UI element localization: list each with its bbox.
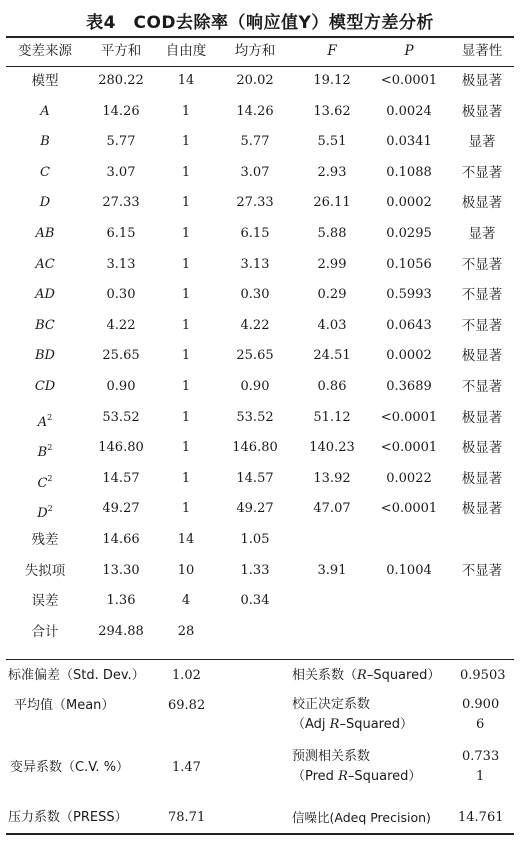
cell-f-value <box>298 588 366 614</box>
table-row <box>0 68 520 94</box>
cell-p-value <box>368 619 450 645</box>
cell-p-value: 0.1004 <box>386 562 432 578</box>
header-rule <box>6 66 514 67</box>
cell-degrees-of-freedom: 1 <box>181 134 191 150</box>
cell-sum-of-squares: 146.80 <box>98 440 144 456</box>
cell-p-value: 0.5993 <box>386 287 432 303</box>
adj-r-squared-label-symbol: R <box>329 717 340 732</box>
cell-p-value: 0.1088 <box>386 164 432 180</box>
std-dev-label: 标准偏差（Std. Dev.） <box>8 668 145 683</box>
cell-significance <box>450 527 514 553</box>
cell-degrees-of-freedom: 1 <box>181 287 191 303</box>
pred-r-squared-value-line1: 0.733 <box>462 749 500 764</box>
cell-degrees-of-freedom: 1 <box>181 317 191 333</box>
table-row <box>0 160 520 186</box>
r-squared-value: 0.9503 <box>460 668 506 683</box>
cell-degrees-of-freedom: 1 <box>181 440 191 456</box>
cell-degrees-of-freedom: 1 <box>181 226 191 241</box>
cell-source <box>6 190 84 216</box>
cell-source-superscript: 2 <box>47 504 53 514</box>
cell-significance: 不显著 <box>461 562 503 579</box>
cell-source <box>6 558 84 584</box>
cell-f-value: 13.62 <box>313 103 351 119</box>
cell-f-value: 47.07 <box>313 501 351 517</box>
header-degrees-of-freedom: 自由度 <box>165 43 207 59</box>
table-row <box>0 527 520 553</box>
cell-f-value <box>298 527 366 553</box>
cell-p-value: 0.3689 <box>386 379 432 394</box>
table-row <box>0 374 520 400</box>
cell-p-value: <0.0001 <box>380 73 438 88</box>
cell-degrees-of-freedom: 10 <box>177 562 195 578</box>
cell-mean-square: 1.05 <box>240 532 270 547</box>
header-source: 变差来源 <box>18 43 72 59</box>
cell-degrees-of-freedom: 1 <box>181 379 191 394</box>
cell-f-value: 5.88 <box>317 226 347 241</box>
cell-degrees-of-freedom: 1 <box>181 256 191 272</box>
cell-mean-square: 3.13 <box>240 256 270 272</box>
cell-source-text: D <box>39 195 51 211</box>
cell-degrees-of-freedom: 14 <box>177 532 195 547</box>
cell-source <box>6 619 84 645</box>
cell-p-value: 0.1056 <box>386 256 432 272</box>
cell-f-value: 2.99 <box>317 256 347 272</box>
stats-rule <box>6 659 514 660</box>
cell-source <box>6 343 84 369</box>
cell-mean-square: 49.27 <box>236 501 274 517</box>
table-row <box>0 496 520 522</box>
table-row <box>0 221 520 247</box>
pred-r-squared-label-line1: 预测相关系数 <box>292 749 371 764</box>
cell-mean-square: 14.26 <box>236 103 274 119</box>
cell-source-text: C <box>37 475 48 491</box>
cell-mean-square: 0.34 <box>240 593 270 609</box>
table-row <box>0 558 520 584</box>
cell-p-value <box>368 527 450 553</box>
cell-f-value: 5.51 <box>317 134 347 150</box>
cell-p-value: <0.0001 <box>380 440 438 456</box>
pred-r-squared-label-line2 <box>292 767 421 787</box>
cell-f-value: 140.23 <box>309 440 355 456</box>
cell-p-value: 0.0643 <box>386 317 432 333</box>
cell-degrees-of-freedom: 28 <box>177 623 195 639</box>
cell-mean-square: 1.33 <box>240 562 270 578</box>
cell-significance: 极显著 <box>461 409 503 426</box>
cell-degrees-of-freedom: 14 <box>177 73 195 88</box>
cell-source-text: 残差 <box>31 532 59 548</box>
cell-significance: 极显著 <box>461 73 503 89</box>
cv-value: 1.47 <box>172 760 201 775</box>
cell-f-value: 13.92 <box>313 470 351 486</box>
cell-sum-of-squares: 53.52 <box>102 409 140 425</box>
header-f-value: F <box>327 43 337 59</box>
cell-sum-of-squares: 0.30 <box>106 287 136 303</box>
cell-source <box>6 588 84 614</box>
cell-f-value: 24.51 <box>313 348 351 364</box>
cell-significance: 不显著 <box>461 256 503 273</box>
table-row <box>0 252 520 278</box>
table-row <box>0 190 520 216</box>
cell-mean-square: 4.22 <box>240 317 270 333</box>
cell-f-value: 4.03 <box>317 317 347 333</box>
cell-significance: 显著 <box>468 134 496 151</box>
cell-source <box>6 99 84 125</box>
header-p-value: P <box>404 43 414 59</box>
cell-sum-of-squares: 0.90 <box>106 379 136 394</box>
cell-source <box>6 405 84 431</box>
cell-source <box>6 466 84 492</box>
table-header-row <box>0 38 520 64</box>
cell-source-text: 失拟项 <box>24 562 66 579</box>
cell-f-value: 0.29 <box>317 287 347 303</box>
cell-source <box>6 313 84 339</box>
cell-sum-of-squares: 25.65 <box>102 348 140 364</box>
cell-significance: 极显著 <box>461 348 503 365</box>
cell-source-text: 误差 <box>31 593 59 610</box>
cell-source <box>6 282 84 308</box>
cell-source-text: AC <box>35 256 55 272</box>
cell-sum-of-squares: 3.07 <box>106 164 136 180</box>
cell-source-text: D <box>37 506 48 522</box>
cell-f-value: 0.86 <box>317 379 347 394</box>
table-row <box>0 619 520 645</box>
cell-sum-of-squares: 1.36 <box>106 593 136 609</box>
cell-p-value: 0.0022 <box>386 470 432 486</box>
cell-degrees-of-freedom: 4 <box>181 593 191 609</box>
pred-r-squared-value-line2: 1 <box>476 769 485 784</box>
pred-r-squared-label-suffix: –Squared） <box>347 769 422 784</box>
cell-source-text: CD <box>34 379 56 394</box>
table-row <box>0 405 520 431</box>
cell-source <box>6 527 84 553</box>
cell-f-value <box>298 619 366 645</box>
cell-significance: 不显著 <box>461 287 503 304</box>
std-dev-value: 1.02 <box>172 668 201 683</box>
table-row <box>0 588 520 614</box>
cell-source <box>6 221 84 247</box>
cell-significance: 不显著 <box>461 379 503 395</box>
r-squared-label-prefix: 相关系数（ <box>292 668 358 683</box>
cell-f-value: 2.93 <box>317 164 347 180</box>
table-row <box>0 99 520 125</box>
cell-significance <box>450 588 514 614</box>
table-row <box>0 129 520 155</box>
adj-r-squared-label-suffix: –Squared） <box>339 717 413 732</box>
cell-source <box>6 435 84 461</box>
cell-sum-of-squares: 4.22 <box>106 317 136 333</box>
cell-significance: 不显著 <box>461 317 503 334</box>
cell-source-text: C <box>40 164 50 180</box>
cell-mean-square: 6.15 <box>240 226 270 241</box>
press-label: 压力系数（PRESS） <box>8 810 128 825</box>
table-row <box>0 313 520 339</box>
cell-sum-of-squares: 5.77 <box>106 134 136 150</box>
cell-sum-of-squares: 3.13 <box>106 256 136 272</box>
cell-significance <box>450 619 514 645</box>
cell-mean-square: 25.65 <box>236 348 274 364</box>
cell-sum-of-squares: 280.22 <box>98 73 144 88</box>
cell-mean-square <box>214 619 296 645</box>
adeq-precision-value: 14.761 <box>458 810 504 825</box>
cell-sum-of-squares: 14.66 <box>102 532 140 547</box>
cell-p-value: 0.0295 <box>386 226 432 241</box>
cell-sum-of-squares: 14.26 <box>102 103 140 119</box>
cell-p-value <box>368 588 450 614</box>
cell-p-value: 0.0024 <box>386 103 432 119</box>
cell-source <box>6 252 84 278</box>
cell-sum-of-squares: 6.15 <box>106 226 136 241</box>
adj-r-squared-value-line1: 0.900 <box>462 697 500 712</box>
r-squared-label-suffix: –Squared） <box>366 668 441 683</box>
table-row <box>0 343 520 369</box>
cell-degrees-of-freedom: 1 <box>181 103 191 119</box>
table-title: 表4 COD去除率（响应值Y）模型方差分析 <box>86 13 434 33</box>
cell-mean-square: 0.90 <box>240 379 270 394</box>
cell-f-value: 26.11 <box>313 195 351 211</box>
cell-p-value: 0.0341 <box>386 134 432 150</box>
cell-mean-square: 14.57 <box>236 470 274 486</box>
cell-significance: 极显著 <box>461 501 503 518</box>
press-value: 78.71 <box>168 810 206 825</box>
adj-r-squared-label-line1: 校正决定系数 <box>292 697 371 712</box>
pred-r-squared-label-prefix: （Pred <box>292 769 339 784</box>
cell-p-value: <0.0001 <box>380 501 438 517</box>
cell-source-text: BC <box>35 317 55 333</box>
cell-source-superscript: 2 <box>47 473 53 483</box>
cell-source-superscript: 2 <box>47 443 53 453</box>
table-row <box>0 466 520 492</box>
table-row <box>0 282 520 308</box>
r-squared-label-symbol: R <box>357 668 367 683</box>
cell-source-text: AD <box>35 287 55 303</box>
cv-label: 变异系数（C.V. %） <box>10 760 130 775</box>
cell-mean-square: 0.30 <box>240 287 270 303</box>
cell-source-text: B <box>37 445 48 461</box>
cell-significance: 显著 <box>468 226 496 242</box>
r-squared-label <box>292 666 440 686</box>
cell-f-value: 3.91 <box>317 562 347 578</box>
cell-significance: 极显著 <box>461 103 503 120</box>
cell-source <box>6 129 84 155</box>
adj-r-squared-label-prefix: （Adj <box>292 717 330 732</box>
mean-label: 平均值（Mean） <box>14 698 115 713</box>
cell-source <box>6 68 84 94</box>
cell-p-value: <0.0001 <box>380 409 438 425</box>
table-row <box>0 435 520 461</box>
cell-mean-square: 53.52 <box>236 409 274 425</box>
cell-f-value: 51.12 <box>313 409 351 425</box>
header-significance: 显著性 <box>461 43 503 59</box>
adeq-precision-label: 信噪比(Adeq Precision) <box>292 810 431 825</box>
cell-degrees-of-freedom: 1 <box>181 501 191 517</box>
cell-source <box>6 160 84 186</box>
cell-source <box>6 374 84 400</box>
header-mean-square: 均方和 <box>234 43 276 59</box>
cell-degrees-of-freedom: 1 <box>181 195 191 211</box>
cell-p-value: 0.0002 <box>386 195 432 211</box>
cell-significance: 极显著 <box>461 470 503 487</box>
cell-mean-square: 20.02 <box>236 73 274 88</box>
cell-source-text: B <box>40 134 50 150</box>
cell-mean-square: 5.77 <box>240 134 270 150</box>
cell-sum-of-squares: 49.27 <box>102 501 140 517</box>
cell-source-text: A <box>40 103 50 119</box>
cell-source-text: BD <box>35 348 55 364</box>
cell-source <box>6 496 84 522</box>
cell-significance: 不显著 <box>461 164 503 181</box>
cell-degrees-of-freedom: 1 <box>181 409 191 425</box>
cell-degrees-of-freedom: 1 <box>181 470 191 486</box>
cell-f-value: 19.12 <box>313 73 351 88</box>
adj-r-squared-value-line2: 6 <box>476 717 485 732</box>
cell-significance: 极显著 <box>461 440 503 457</box>
cell-degrees-of-freedom: 1 <box>181 348 191 364</box>
cell-sum-of-squares: 294.88 <box>98 623 144 639</box>
cell-significance: 极显著 <box>461 195 503 212</box>
cell-p-value: 0.0002 <box>386 348 432 364</box>
header-sum-of-squares: 平方和 <box>100 43 142 59</box>
pred-r-squared-label-symbol: R <box>338 769 348 784</box>
cell-degrees-of-freedom: 1 <box>181 164 191 180</box>
cell-sum-of-squares: 13.30 <box>102 562 140 578</box>
cell-source-text: 模型 <box>31 73 59 89</box>
cell-mean-square: 27.33 <box>236 195 274 211</box>
mean-value: 69.82 <box>168 698 206 713</box>
cell-source-text: 合计 <box>31 623 59 640</box>
adj-r-squared-label-line2 <box>292 715 413 735</box>
cell-sum-of-squares: 14.57 <box>102 470 140 486</box>
cell-source-text: A <box>37 414 48 430</box>
bottom-rule <box>6 833 514 835</box>
cell-sum-of-squares: 27.33 <box>102 195 140 211</box>
cell-source-text: AB <box>35 226 55 241</box>
cell-mean-square: 3.07 <box>240 164 270 180</box>
cell-source-superscript: 2 <box>47 412 53 422</box>
cell-mean-square: 146.80 <box>232 440 278 456</box>
